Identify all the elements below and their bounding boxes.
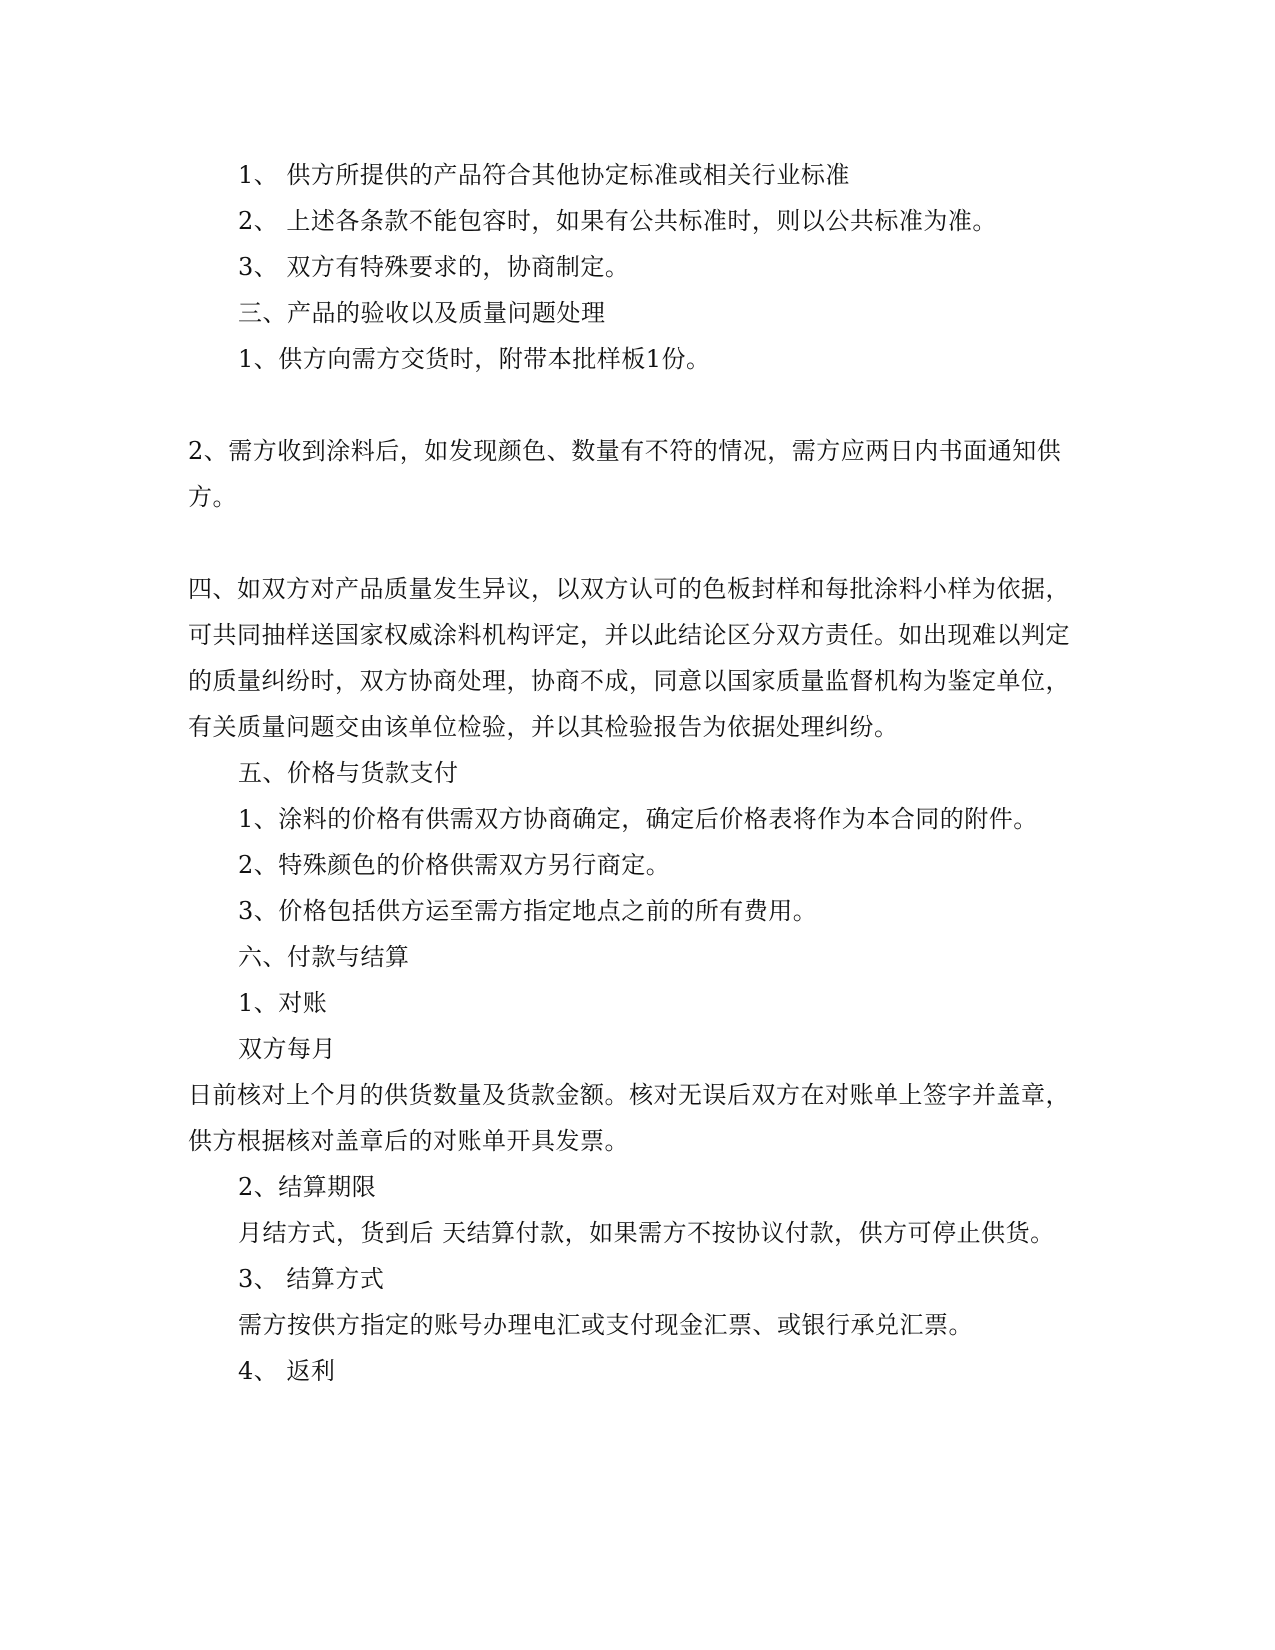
section-heading-6: 六、付款与结算 [238, 943, 410, 971]
section-4-line-2: 可共同抽样送国家权威涂料机构评定，并以此结论区分双方责任。如出现难以判定 [188, 621, 1070, 649]
clause-standard-3: 3、 双方有特殊要求的，协商制定。 [238, 253, 630, 281]
section-heading-3: 三、产品的验收以及质量问题处理 [238, 299, 606, 327]
section-4-line-3: 的质量纠纷时，双方协商处理，协商不成，同意以国家质量监督机构为鉴定单位， [188, 667, 1070, 695]
clause-price-1: 1、涂料的价格有供需双方协商确定，确定后价格表将作为本合同的附件。 [238, 805, 1038, 833]
clause-standard-2: 2、 上述各条款不能包容时，如果有公共标准时，则以公共标准为准。 [238, 207, 997, 235]
clause-standard-1: 1、 供方所提供的产品符合其他协定标准或相关行业标准 [238, 161, 850, 189]
section-4-line-1: 四、如双方对产品质量发生异议，以双方认可的色板封样和每批涂料小样为依据， [188, 575, 1070, 603]
section-4-line-4: 有关质量问题交由该单位检验，并以其检验报告为依据处理纠纷。 [188, 713, 899, 741]
clause-acceptance-2-line-2: 方。 [188, 483, 237, 511]
clause-payment-2-title: 2、结算期限 [238, 1173, 377, 1201]
clause-payment-1-text: 双方每月 [238, 1035, 336, 1063]
clause-price-3: 3、价格包括供方运至需方指定地点之前的所有费用。 [238, 897, 818, 925]
clause-payment-2-text: 月结方式，货到后 天结算付款，如果需方不按协议付款，供方可停止供货。 [238, 1219, 1055, 1247]
section-heading-5: 五、价格与货款支付 [238, 759, 459, 787]
clause-payment-3-title: 3、 结算方式 [238, 1265, 385, 1293]
clause-acceptance-1: 1、供方向需方交货时，附带本批样板1份。 [238, 345, 711, 373]
clause-payment-1-title: 1、对账 [238, 989, 328, 1017]
clause-payment-4-title: 4、 返利 [238, 1357, 336, 1385]
clause-price-2: 2、特殊颜色的价格供需双方另行商定。 [238, 851, 671, 879]
clause-payment-3-text: 需方按供方指定的账号办理电汇或支付现金汇票、或银行承兑汇票。 [238, 1311, 973, 1339]
clause-acceptance-2-line-1: 2、需方收到涂料后，如发现颜色、数量有不符的情况，需方应两日内书面通知供 [188, 437, 1062, 465]
clause-payment-1-line-2: 日前核对上个月的供货数量及货款金额。核对无误后双方在对账单上签字并盖章， [188, 1081, 1070, 1109]
clause-payment-1-line-3: 供方根据核对盖章后的对账单开具发票。 [188, 1127, 629, 1155]
